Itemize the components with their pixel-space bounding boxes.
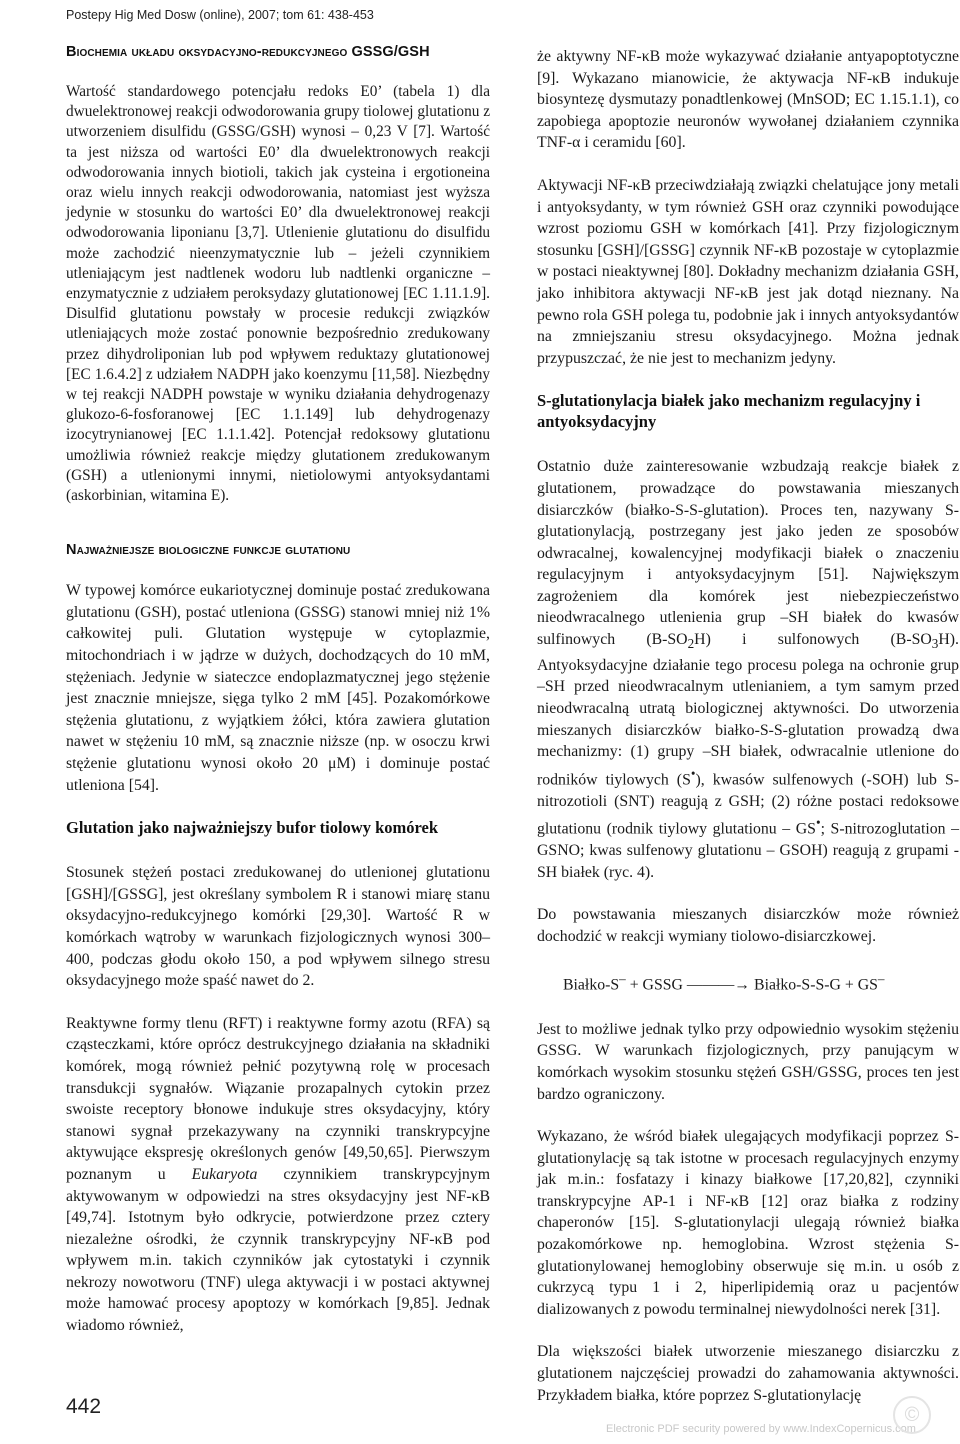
reaction-equation: Białko-S– + GSSG ———→ Białko-S-S-G + GS– (563, 971, 885, 994)
subsection-title-thiol-buffer: Glutation jako najważniejszy bufor tiolowy komórek (66, 818, 439, 838)
page-number: 442 (66, 1395, 102, 1418)
paragraph-nfkb-activation: Aktywacji NF-κB przeciwdziałają związki chelatujące jony metali i antyoksydanty, w tym również GSH oraz czynniki powodujące wzrost poziomu GSH w komórkach [41]. Przy fizjologicznym stosunku [GSH]/[GSSG] czynnik NF-κB pozostaje w cytoplazmie w postaci nieaktywnej [80]. Dokładny mechanizm działania GSH, jako inhibitora aktywacji NF-κB jest jak dotąd nieznany. Na pewno rola GSH polega tu, podobnie jak i innych antyoksydantów na zmniejszaniu stresu oksydacyjnego. Można jednak przypuszczać, że nie jest to mechanizm jedyny. (537, 176, 959, 367)
paragraph-gssg-concentration: Jest to możliwe jednak tylko przy odpowiednio wysokim stężeniu GSSG. W warunkach fizjologicznych, przy panującym w komórkach wysokim stosunku stężeń GSH/GSSG, proces ten jest bardzo ograniczony. (537, 1020, 959, 1103)
section-title-biochemistry: Biochemia układu oksydacyjno-redukcyjnego GSSG/GSH (66, 44, 430, 60)
running-head: Postepy Hig Med Dosw (online), 2007; tom 61: 438-453 (66, 8, 374, 22)
paragraph-inhibition: Dla większości białek utworzenie mieszanego disiarczku z glutationem najczęściej prowadzi do zahamowania aktywności. Przykładem białka, które poprzez S-glutationylację (537, 1343, 959, 1404)
paragraph-modified-proteins: Wykazano, że wśród białek ulegających modyfikacji poprzez S-glutationylację są tak istotne w procesach regulacyjnych enzymy jak m.in.: fosfatazy i kinazy białkowe [17,20,82], czynniki transkrypcyjne AP-1 i NF-κB [12] oraz białka z rodziny chaperonów [15]. S-glutationylacji ulegają również białka pozakomórkowe np. hemoglobina. Wzrost stężenia S-glutationylowanej hemoglobiny obserwuje się m.in. u osób z cukrzycą typu 1 i 2, hiperlipidemią oraz u pacjentów dializowanych z powodu terminalnej niewydolności nerek [31]. (537, 1128, 959, 1318)
left-column (66, 44, 490, 1358)
italic-term: Eukaryota (191, 1165, 258, 1183)
security-note: Electronic PDF security powered by www.IndexCopernicus.com (606, 1423, 916, 1435)
section-title-functions: Najważniejsze biologiczne funkcje glutationu (66, 542, 351, 559)
paragraph-mixed-disulfides: Ostatnio duże zainteresowanie wzbudzają reakcje białek z glutationem, prowadzące do powstawania mieszanych disiarczków (białko-S-S-glutation). Proces ten, nazywany S-glutationylacją, postrzegany jest jako jeden ze sposobów odwracalnej, kowalencyjnej modyfikacji białek o znaczeniu regulacyjnym i antyoksydacyjnym [51]. Największym zagrożeniem dla komórek jest niebezpieczeństwo nieodwracalnego utlenienia grup –SH białek do kwasów sulfinowych $(B-SO_2H)$ i sulfonowych $(B-SO_3H)$. Antyoksydacyjne działanie tego procesu polega na ochronie grup –SH przed nieodwracalnym utlenianiem, a tym samym przed nieodwracalną utratą biologicznej aktywności. Do utworzenia mieszanych disiarczków białko-S-S-glutation prowadzą dwa mechanizmy: (1) grupy –SH białek, odwracalnie utlenione do rodników tiylowych (S•), kwasów sulfenowych (-SOH) lub S-nitrozotioli (SNT) reagują z GSH; (2) różne postaci redoksowe glutationu (rodnik tiylowy glutationu – GS•; S-nitrozoglutation – GSNO; kwas sulfenowy glutationu – GSOH) reagują z grupami -SH białek (ryc. 4). (537, 458, 960, 881)
paragraph-eukaryotic-cell: W typowej komórce eukariotycznej dominuje postać zredukowana glutationu (GSH), postać utleniona (GSSG) stanowi mniej niż 1% całkowitej puli. Glutation występuje w cytoplazmie, mitochondriach i w jądrze w dużych, dochodzących do 10 mM, stężeniach. Jedynie w siateczce endoplazmatycznej jego stężenie jest znacznie mniejsze, sięga tylko 2 mM [45]. Pozakomórkowe stężenia glutationu, z wyjątkiem żółci, która zawiera glutation nawet w stężeniu 10 mM, są znacznie niższe (np. w osoczu krwi stężenie glutationu wynosi około 20 μM) i dominuje postać utleniona [54]. (66, 582, 490, 794)
watermark-logo-icon: © (893, 1396, 931, 1434)
right-column (537, 46, 959, 1427)
subsection-title-s-glutathionylation: S-glutationylacja białek jako mechanizm regulacyjny i antyoksydacyjny (537, 391, 921, 432)
paragraph-ratio-r: Stosunek stężeń postaci zredukowanej do utlenionej glutationu [GSH]/[GSSG], jest określany symbolem R i stanowi miarę stanu oksydacyjno-redukcyjnego komórki [29,30]. Wartość R w komórkach wątroby w warunkach fizjologicznych wynosi 300–400, podczas głodu około 150, a pod wpływem silnego stresu oksydacyjnego może spaść nawet do 2. (66, 864, 490, 990)
paragraph-nfkb-antiapoptotic: że aktywny NF-κB może wykazywać działanie antyapoptotyczne [9]. Wykazano mianowicie, że aktywacja NF-κB indukuje biosyntezę dysmutazy ponadtlenkowej (MnSOD; EC 1.15.1.1), co zapobiega apoptozie neuronów wywołanej działaniem czynnika TNF-α i ceramidu [60]. (537, 48, 959, 152)
paragraph-thiol-exchange: Do powstawania mieszanych disiarczków może również dochodzić w reakcji wymiany tiolowo-disiarczkowej. (537, 906, 959, 945)
paragraph-reactive-species: Reaktywne formy tlenu (RFT) i reaktywne formy azotu (RFA) są cząsteczkami, które oprócz destrukcyjnego działania na składniki komórek, mogą również pełnić pozytywną rolę w procesach transdukcji sygnałów. Wiązanie prozapalnych cytokin przez swoiste receptory błonowe indukuje stres oksydacyjny, który stanowi sygnał przekazywany na czynniki transkrypcyjne aktywujące ekspresję określonych genów [49,50,65]. Pierwszym poznanym u Eukaryota czynnikiem transkrypcyjnym aktywowanym w odpowiedzi na stres oksydacyjny jest NF-κB [49,74]. Istotnym było odkrycie, potwierdzone przez cztery niezależne ośrodki, że czynnik transkrypcyjny NF-κB pod wpływem m.in. takich czynników jak cytostatyki i czynnik nekrozy nowotworu (TNF) ulega aktywacji i w postaci aktywnej może hamować procesy apoptozy w komórkach [9,85]. Jednak wiadomo również, (66, 1014, 490, 1335)
paragraph-redox-potential: Wartość standardowego potencjału redoks E0’ (tabela 1) dla dwuelektronowej reakcji odwodorowania grupy tiolowej glutationu z utworzeniem disulfidu (GSSG/GSH) wynosi – 0,23 V [7]. Wartość ta jest niższa od wartości E0’ dla dwuelektronowych reakcji odwodorowania innych biotioli, takich jak cysteina i ergotioneina oraz wielu innych reakcji odwodorowania, natomiast jest wyższa jedynie w stosunku do wartości E0’ dla dwuelektronowej reakcji odwodorowania liponianu [3,7]. Utlenienie glutationu do disulfidu może zachodzić nieenzymatycznie lub – jeżeli czynnikiem utleniającym jest nadtlenek wodoru lub nadtlenki organiczne – enzymatycznie z udziałem peroksydazy glutationowej [EC 1.11.1.9]. Disulfid glutationu powstały w procesie redukcji związków utleniających może zostać ponownie bezpośrednio zredukowany przez dihydroliponian lub pod wpływem reduktazy glutationowej [EC 1.6.4.2] z udziałem NADPH jako koenzymu [11,58]. Niezbędny w tej reakcji NADPH powstaje w wyniku działania dehydrogenazy glukozo-6-fosforanowej [EC 1.1.149] lub dehydrogenazy izocytrynianowej [EC 1.1.1.42]. Potencjał redoksowy glutationu umożliwia również reakcje między glutationem zredukowanym (GSH) a utlenionymi innymi, nietiolowymi antyoksydantami (askorbinian, witamina E). (66, 83, 490, 505)
